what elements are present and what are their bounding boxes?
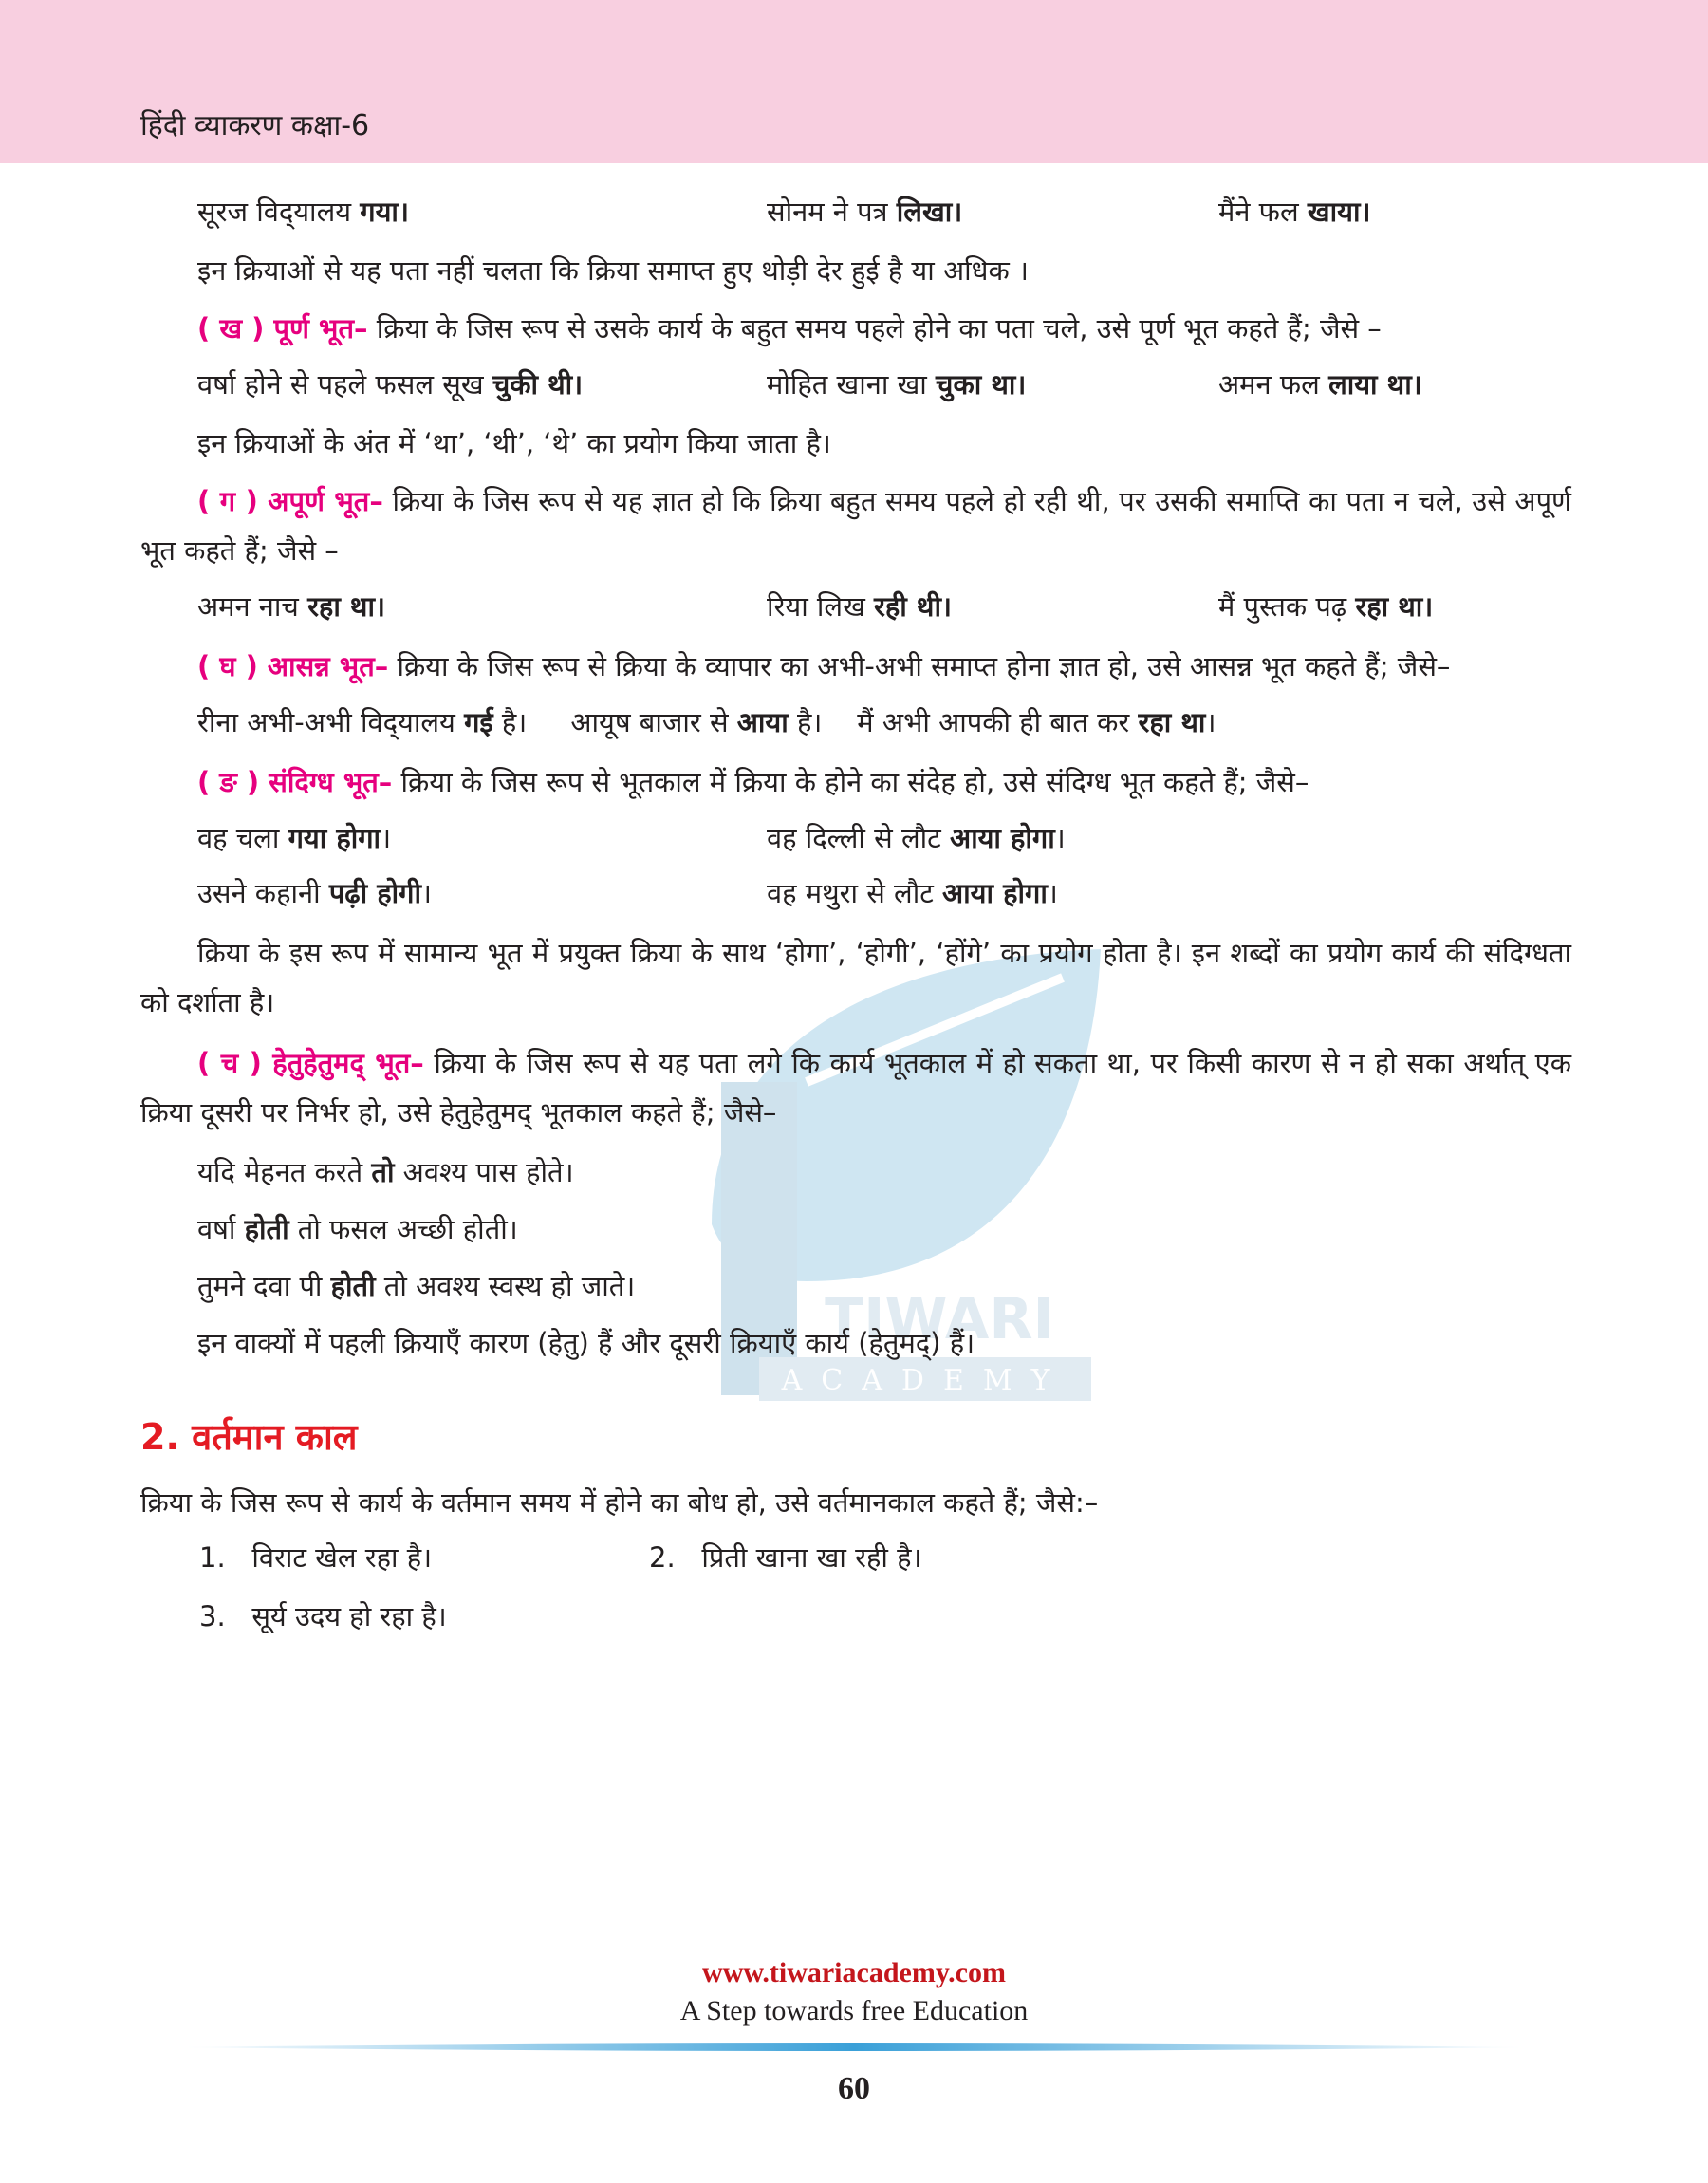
subsection-cha: ( च ) हेतुहेतुमद् भूत– क्रिया के जिस रूप से यह पता लगे कि कार्य भूतकाल में हो सकता था, पर किसी कारण से न हो सका अर्थात् एक क्रिया दूसरी पर निर्भर हो, उसे हेतुहेतुमद् भूतकाल कहते हैं; जैसे– <box>140 1047 1571 1129</box>
footer-rule <box>180 2043 1528 2052</box>
list-item: 1. विराट खेल रहा है। <box>199 1541 433 1574</box>
example-text: वह चला गया होगा। <box>197 822 392 854</box>
example-text: तुमने दवा पी होती तो अवश्य स्वस्थ हो जाते। <box>197 1270 636 1302</box>
footer-url-link[interactable]: www.tiwariacademy.com <box>702 1957 1006 1988</box>
header-divider <box>0 163 1708 166</box>
page-header-title: हिंदी व्याकरण कक्षा-6 <box>140 109 370 142</box>
example-text: मोहित खाना खा चुका था। <box>767 368 1027 401</box>
list-item: 2. प्रिती खाना खा रही है। <box>649 1541 922 1574</box>
example-row <box>140 186 1571 241</box>
subsection-heading: ( घ ) आसन्न भूत– <box>197 650 389 682</box>
example-text: वर्षा होने से पहले फसल सूख चुकी थी। <box>197 368 584 401</box>
example-text: मैं पुस्तक पढ़ रहा था। <box>1218 590 1434 623</box>
subsection-gha: ( घ ) आसन्न भूत– क्रिया के जिस रूप से क्रिया के व्यापार का अभी-अभी समाप्त होना ज्ञात हो, उसे आसन्न भूत कहते हैं; जैसे– <box>197 650 1451 682</box>
example-row <box>140 868 1571 923</box>
example-row <box>140 697 1571 752</box>
numbered-row <box>140 1591 1571 1650</box>
example-text: सोनम ने पत्र लिखा। <box>767 196 963 228</box>
note-text: क्रिया के इस रूप में सामान्य भूत में प्रयुक्त क्रिया के साथ ‘होगा’, ‘होगी’, ‘होंगे’ का प्रयोग होता है। इन शब्दों का प्रयोग कार्य की संदिग्धता को दर्शाता है। <box>140 937 1571 1018</box>
example-text: वर्षा होती तो फसल अच्छी होती। <box>197 1213 518 1245</box>
section-heading: 2. वर्तमान काल <box>140 1416 358 1458</box>
watermark-text-2: ACADEMY <box>781 1364 1069 1397</box>
section-definition: क्रिया के जिस रूप से कार्य के वर्तमान समय में होने का बोध हो, उसे वर्तमानकाल कहते हैं; जैसे:– <box>140 1486 1099 1519</box>
subsection-kha: ( ख ) पूर्ण भूत– क्रिया के जिस रूप से उसके कार्य के बहुत समय पहले होने का पता चले, उसे पूर्ण भूत कहते हैं; जैसे – <box>197 312 1382 345</box>
example-text: मैंने फल खाया। <box>1218 196 1371 228</box>
example-text: यदि मेहनत करते तो अवश्य पास होते। <box>197 1156 574 1188</box>
example-row <box>140 812 1571 868</box>
subsection-heading: ( ग ) अपूर्ण भूत– <box>197 485 383 517</box>
list-item: 3. सूर्य उदय हो रहा है। <box>199 1600 447 1633</box>
example-row <box>140 359 1571 414</box>
example-text: वह दिल्ली से लौट आया होगा। <box>767 822 1066 854</box>
footer-tagline: A Step towards free Education <box>679 1995 1029 2026</box>
page-content <box>140 186 1571 1650</box>
note-text: इन वाक्यों में पहली क्रियाएँ कारण (हेतु) हैं और दूसरी क्रियाएँ कार्य (हेतुमद्) हैं। <box>197 1327 975 1359</box>
watermark-text-1: TIWARI <box>825 1286 1054 1353</box>
subsection-nga: ( ङ ) संदिग्ध भूत– क्रिया के जिस रूप से भूतकाल में क्रिया के होने का संदेह हो, उसे संदिग्ध भूत कहते हैं; जैसे– <box>197 766 1309 798</box>
note-text: इन क्रियाओं से यह पता नहीं चलता कि क्रिया समाप्त हुए थोड़ी देर हुई है या अधिक । <box>197 254 1029 287</box>
example-text: वह मथुरा से लौट आया होगा। <box>767 877 1058 909</box>
example-text: अमन नाच रहा था। <box>197 590 385 623</box>
example-text: उसने कहानी पढ़ी होगी। <box>197 877 432 909</box>
subsection-heading: ( च ) हेतुहेतुमद् भूत– <box>197 1047 424 1079</box>
subsection-heading: ( ख ) पूर्ण भूत– <box>197 312 368 345</box>
note-text: इन क्रियाओं के अंत में ‘था’, ‘थी’, ‘थे’ का प्रयोग किया जाता है। <box>197 427 831 459</box>
example-row <box>140 581 1571 636</box>
numbered-row <box>140 1532 1571 1591</box>
example-text: रिया लिख रही थी। <box>767 590 952 623</box>
example-text: सूरज विद्‌यालय गया। <box>197 196 409 228</box>
example-text: अमन फल लाया था। <box>1218 368 1422 401</box>
page-number: 60 <box>838 2071 870 2106</box>
example-text: रीना अभी-अभी विद्‌यालय गई है। आयूष बाजार से आया है। मैं अभी आपकी ही बात कर रहा था। <box>197 706 1216 738</box>
subsection-ga: ( ग ) अपूर्ण भूत– क्रिया के जिस रूप से यह ज्ञात हो कि क्रिया बहुत समय पहले हो रही थी, पर उसकी समाप्ति का पता न चले, उसे अपूर्ण भूत कहते हैं; जैसे – <box>140 485 1572 567</box>
subsection-heading: ( ङ ) संदिग्ध भूत– <box>197 766 393 798</box>
